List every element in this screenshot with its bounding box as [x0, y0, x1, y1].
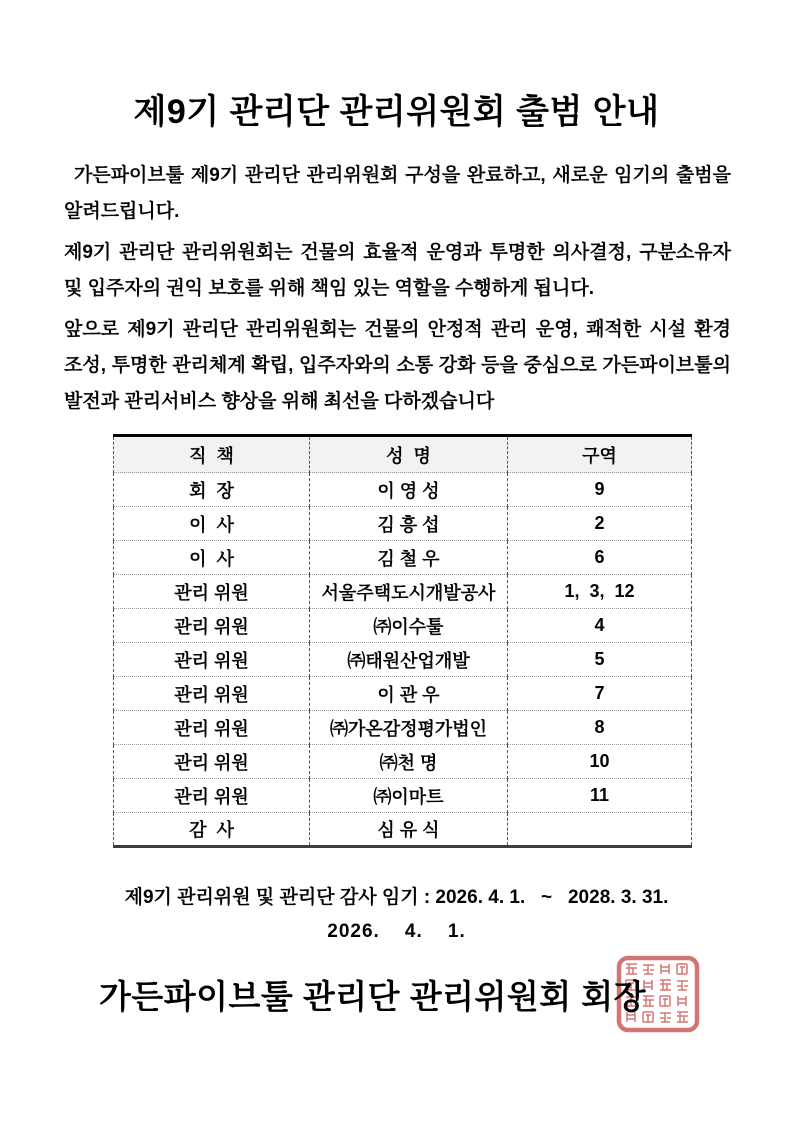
- intro-paragraph: 가든파이브툴 제9기 관리단 관리위원회 구성을 완료하고, 새로운 임기의 출범을 알려드립니다.: [64, 165, 731, 222]
- position-cell: 관리 위원: [114, 643, 310, 677]
- name-cell: ㈜천 명: [310, 745, 508, 779]
- table-row: [114, 541, 692, 575]
- committee-table: [113, 434, 692, 848]
- issue-date: 2026. 4. 1.: [327, 921, 466, 942]
- zone-cell: 10: [508, 745, 692, 779]
- zone-cell: [508, 813, 692, 847]
- name-cell: ㈜이수툴: [310, 609, 508, 643]
- name-cell: ㈜태원산업개발: [310, 643, 508, 677]
- table-header-row: [114, 436, 692, 473]
- zone-cell: 5: [508, 643, 692, 677]
- position-cell: 관리 위원: [114, 677, 310, 711]
- header-position: 직 책: [114, 436, 310, 473]
- position-cell: 관리 위원: [114, 711, 310, 745]
- header-name: 성 명: [310, 436, 508, 473]
- position-cell: 이 사: [114, 507, 310, 541]
- zone-cell: 2: [508, 507, 692, 541]
- zone-cell: 1, 3, 12: [508, 575, 692, 609]
- table-row: [114, 677, 692, 711]
- name-cell: 김 철 우: [310, 541, 508, 575]
- zone-cell: 4: [508, 609, 692, 643]
- table-row: [114, 507, 692, 541]
- table-row: [114, 609, 692, 643]
- position-cell: 관리 위원: [114, 779, 310, 813]
- position-cell: 감 사: [114, 813, 310, 847]
- term-line: 제9기 관리위원 및 관리단 감사 임기 : 2026. 4. 1. ~ 2028. 3. 31.: [124, 887, 669, 908]
- table-row: [114, 745, 692, 779]
- position-cell: 이 사: [114, 541, 310, 575]
- zone-cell: 7: [508, 677, 692, 711]
- table-row: [114, 643, 692, 677]
- table-row: [114, 473, 692, 507]
- page-title: 제9기 관리단 관리위원회 출범 안내: [133, 93, 660, 131]
- table-row: [114, 779, 692, 813]
- name-cell: 김 흥 섭: [310, 507, 508, 541]
- signature-line: 가든파이브툴 관리단 관리위원회 회장: [98, 978, 647, 1015]
- name-cell: 심 유 식: [310, 813, 508, 847]
- table-row: [114, 813, 692, 847]
- zone-cell: 8: [508, 711, 692, 745]
- name-cell: 이 관 우: [310, 677, 508, 711]
- position-cell: 관리 위원: [114, 575, 310, 609]
- zone-cell: 11: [508, 779, 692, 813]
- name-cell: ㈜이마트: [310, 779, 508, 813]
- position-cell: 회 장: [114, 473, 310, 507]
- table-row: [114, 711, 692, 745]
- name-cell: 서울주택도시개발공사: [310, 575, 508, 609]
- header-zone: 구역: [508, 436, 692, 473]
- zone-cell: 6: [508, 541, 692, 575]
- name-cell: 이 영 성: [310, 473, 508, 507]
- table-row: [114, 575, 692, 609]
- zone-cell: 9: [508, 473, 692, 507]
- position-cell: 관리 위원: [114, 609, 310, 643]
- plan-paragraph: 앞으로 제9기 관리단 관리위원회는 건물의 안정적 관리 운영, 쾌적한 시설 환경 조성, 투명한 관리체계 확립, 입주자와의 소통 강화 등을 중심으로 가든파이브툴의 발전과 관리서비스 향상을 위해 최선을 다하겠습니다: [64, 319, 731, 412]
- role-paragraph: 제9기 관리단 관리위원회는 건물의 효율적 운영과 투명한 의사결정, 구분소유자 및 입주자의 권익 보호를 위해 책임 있는 역할을 수행하게 됩니다.: [64, 242, 731, 299]
- position-cell: 관리 위원: [114, 745, 310, 779]
- name-cell: ㈜가온감정평가법인: [310, 711, 508, 745]
